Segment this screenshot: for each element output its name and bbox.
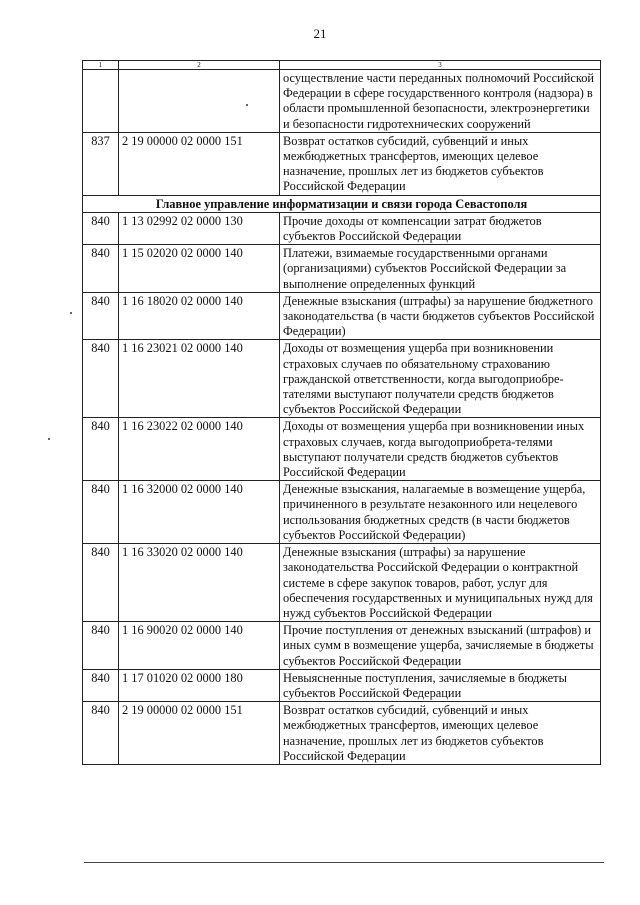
- description-cell: Денежные взыскания, налагаемые в возмещение ущерба, причиненного в результате незаконного или нецелевого использования бюджетных средств (в части бюджетов субъектов Российской Федерации): [280, 481, 601, 544]
- table-row: [83, 544, 601, 622]
- column-number: 3: [280, 61, 601, 70]
- admin-code-cell: 840: [83, 418, 119, 481]
- description-cell: Платежи, взимаемые государственными органами (организациями) субъектов Российской Федерации за выполнение определенных функций: [280, 245, 601, 293]
- admin-code-cell: 840: [83, 669, 119, 701]
- column-number: 1: [83, 61, 119, 70]
- description-cell: Денежные взыскания (штрафы) за нарушение законодательства Российской Федерации о контрактной системе в сфере закупок товаров, работ, услуг для обеспечения государственных и муниципальных нужд для нужд субъектов Российской Федерации: [280, 544, 601, 622]
- column-number-row: [83, 61, 601, 70]
- revenue-codes-table: [82, 60, 601, 765]
- table-row: [83, 212, 601, 244]
- kbk-code-cell: 1 16 18020 02 0000 140: [119, 292, 280, 340]
- kbk-code-cell: 1 15 02020 02 0000 140: [119, 245, 280, 293]
- scan-speck: [70, 312, 72, 314]
- table-row: [83, 340, 601, 418]
- admin-code-cell: 840: [83, 212, 119, 244]
- description-cell: Прочие поступления от денежных взысканий (штрафов) и иных сумм в возмещение ущерба, зачисляемые в бюджеты субъектов Российской Федерации: [280, 622, 601, 670]
- kbk-code-cell: 2 19 00000 02 0000 151: [119, 132, 280, 195]
- scan-speck: [246, 104, 248, 106]
- table-row: [83, 702, 601, 765]
- table-row: [83, 292, 601, 340]
- admin-code-cell: 840: [83, 481, 119, 544]
- kbk-code-cell: 1 17 01020 02 0000 180: [119, 669, 280, 701]
- table-row: [83, 245, 601, 293]
- table-row: [83, 70, 601, 133]
- column-number: 2: [119, 61, 280, 70]
- scan-speck: [48, 438, 50, 440]
- kbk-code-cell: [119, 70, 280, 133]
- description-cell: Прочие доходы от компенсации затрат бюджетов субъектов Российской Федерации: [280, 212, 601, 244]
- kbk-code-cell: 1 16 32000 02 0000 140: [119, 481, 280, 544]
- table-row: [83, 622, 601, 670]
- admin-code-cell: 840: [83, 292, 119, 340]
- table-row: [83, 481, 601, 544]
- kbk-code-cell: 1 16 23021 02 0000 140: [119, 340, 280, 418]
- admin-code-cell: 840: [83, 245, 119, 293]
- kbk-code-cell: 1 16 33020 02 0000 140: [119, 544, 280, 622]
- description-cell: Возврат остатков субсидий, субвенций и иных межбюджетных трансфертов, имеющих целевое назначение, прошлых лет из бюджетов субъектов Российской Федерации: [280, 702, 601, 765]
- description-cell: Невыясненные поступления, зачисляемые в бюджеты субъектов Российской Федерации: [280, 669, 601, 701]
- description-cell: осуществление части переданных полномочий Российской Федерации в сфере государственного контроля (надзора) в области промышленной безопасности, электроэнергетики и безопасности гидротехнических сооружений: [280, 70, 601, 133]
- description-cell: Возврат остатков субсидий, субвенций и иных межбюджетных трансфертов, имеющих целевое назначение, прошлых лет из бюджетов субъектов Российской Федерации: [280, 132, 601, 195]
- admin-code-cell: 840: [83, 340, 119, 418]
- section-title: Главное управление информатизации и связи города Севастополя: [83, 195, 601, 212]
- description-cell: Доходы от возмещения ущерба при возникновении иных страховых случаев, когда выгодоприобрета-телями выступают получатели средств бюджетов субъектов Российской Федерации: [280, 418, 601, 481]
- table-row: [83, 132, 601, 195]
- admin-code-cell: [83, 70, 119, 133]
- admin-code-cell: 837: [83, 132, 119, 195]
- table-row: [83, 669, 601, 701]
- bottom-rule: [84, 862, 604, 863]
- description-cell: Денежные взыскания (штрафы) за нарушение бюджетного законодательства (в части бюджетов субъектов Российской Федерации): [280, 292, 601, 340]
- admin-code-cell: 840: [83, 702, 119, 765]
- kbk-code-cell: 2 19 00000 02 0000 151: [119, 702, 280, 765]
- page-number: 21: [313, 26, 327, 41]
- admin-code-cell: 840: [83, 622, 119, 670]
- admin-code-cell: 840: [83, 544, 119, 622]
- kbk-code-cell: 1 13 02992 02 0000 130: [119, 212, 280, 244]
- description-cell: Доходы от возмещения ущерба при возникновении страховых случаев по обязательному страхованию гражданской ответственности, когда выгодоприобре-тателями выступают получатели средств бюджетов субъектов Российской Федерации: [280, 340, 601, 418]
- kbk-code-cell: 1 16 23022 02 0000 140: [119, 418, 280, 481]
- kbk-code-cell: 1 16 90020 02 0000 140: [119, 622, 280, 670]
- table-row: [83, 418, 601, 481]
- section-header-row: [83, 195, 601, 212]
